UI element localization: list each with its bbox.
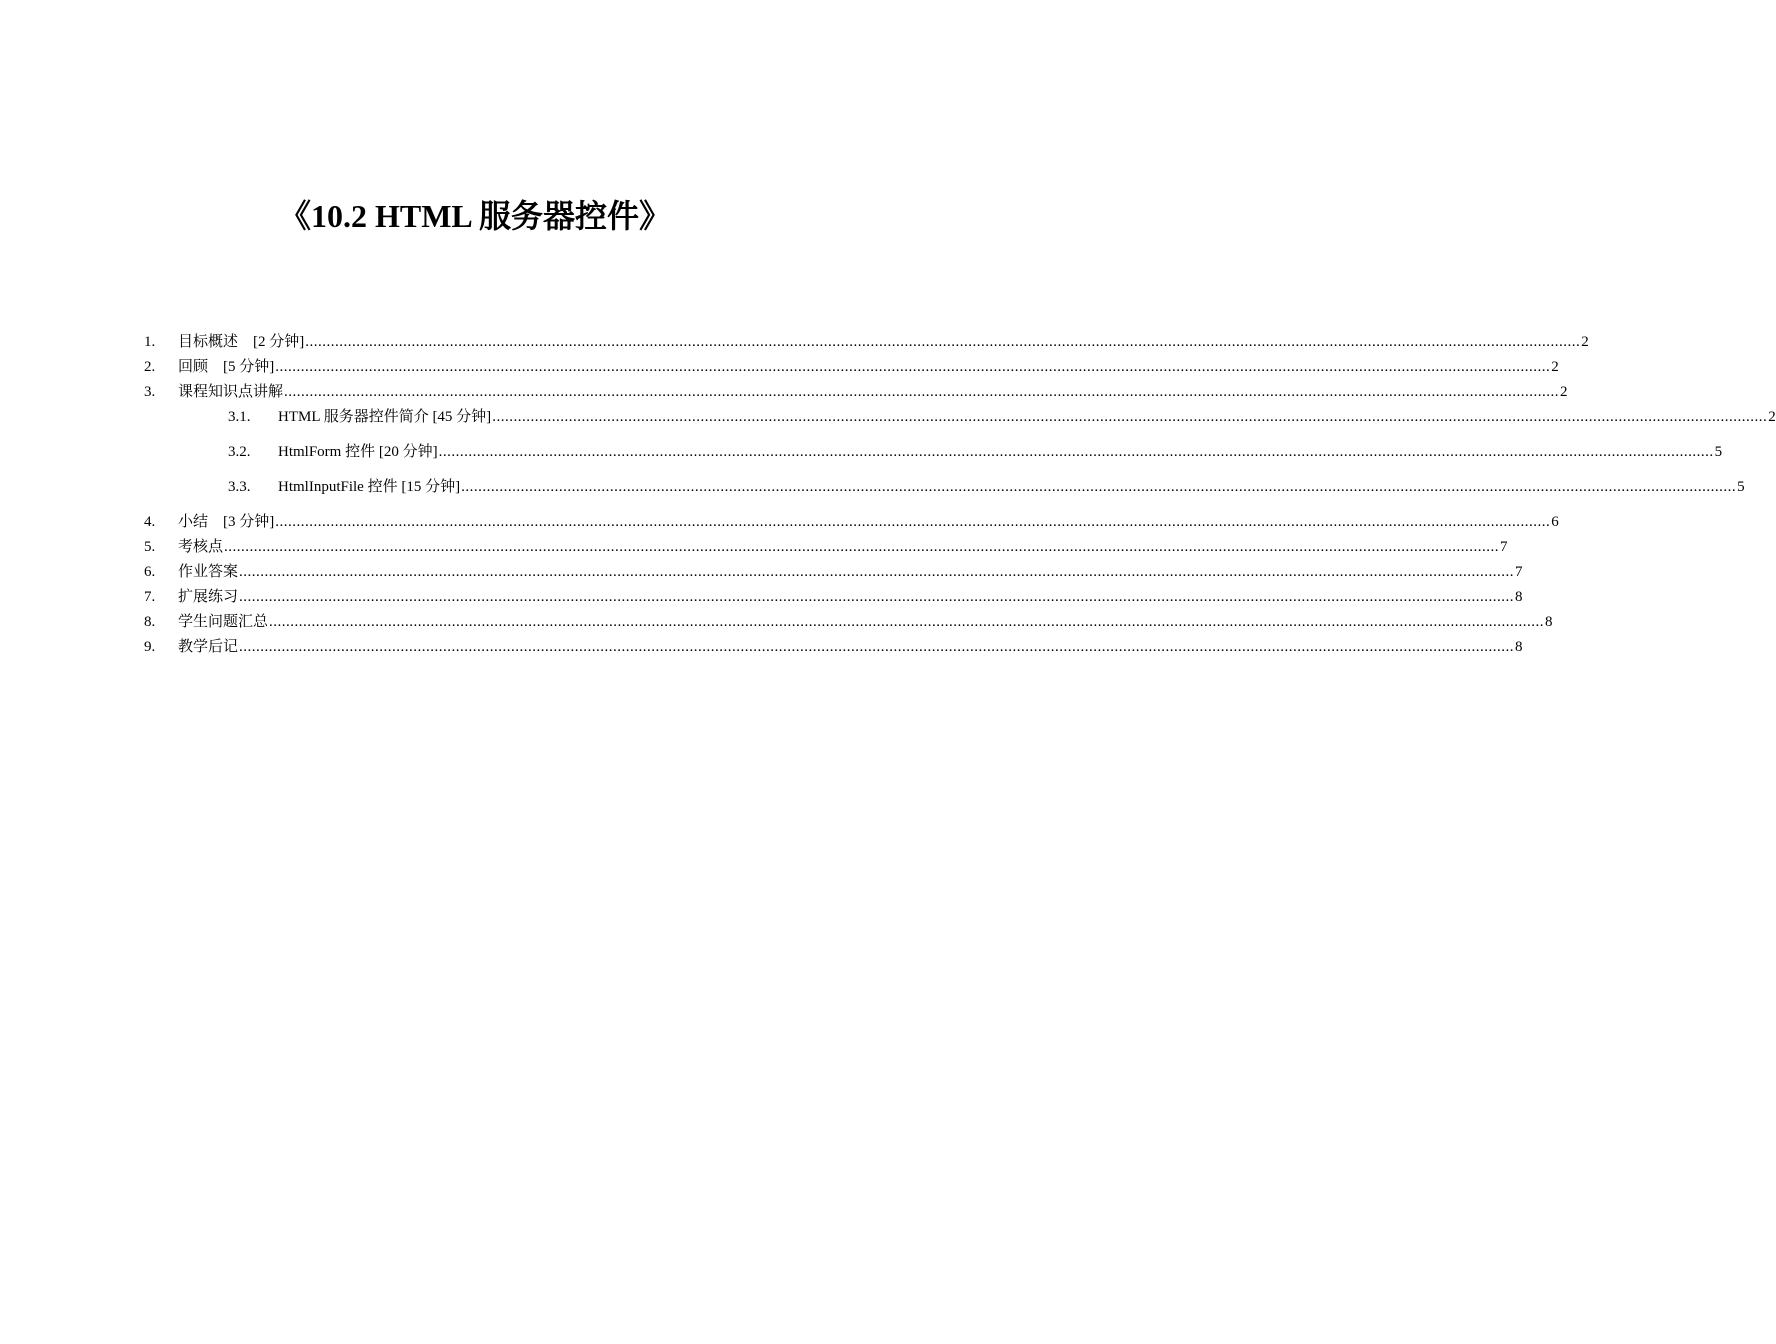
toc-entry[interactable] [144,637,1523,657]
toc-entry-text: HtmlForm 控件 [20 分钟] [278,444,438,460]
toc-entry[interactable] [144,612,1553,632]
toc-entry-text: 教学后记 [178,639,239,655]
toc-leader-dots: ............................................................................................................................................................................................................................................................................................................ [275,359,1551,375]
toc-entry[interactable] [144,332,1589,352]
toc-entry-number: 3.2. [228,444,251,460]
toc-entry[interactable] [144,382,1568,402]
toc-entry[interactable] [144,587,1523,607]
toc-entry-number: 2. [144,359,156,375]
toc-entry-page: 2 [1560,384,1568,400]
toc-entry-text: 课程知识点讲解 [178,384,284,400]
toc-leader-dots: ............................................................................................................................................................................................................................................................................................................ [492,409,1768,425]
toc-entry-page: 5 [1714,444,1723,460]
toc-entry-text: 目标概述 [2 分钟] [178,334,305,350]
toc-leader-dots: ............................................................................................................................................................................................................................................................................................................ [269,614,1545,630]
toc-entry[interactable] [144,512,1559,532]
toc-entry[interactable] [228,442,1723,462]
toc-entry[interactable] [228,477,1745,497]
toc-entry-number: 9. [144,639,156,655]
toc-leader-dots: ............................................................................................................................................................................................................................................................................................................ [275,514,1551,530]
toc-entry-page: 2 [1551,359,1559,375]
toc-entry-number: 7. [144,589,156,605]
toc-entry-page: 8 [1515,589,1523,605]
toc-entry-text: 回顾 [5 分钟] [178,359,275,375]
toc-entry-number: 3.3. [228,479,251,495]
toc-entry[interactable] [228,407,1776,427]
toc-leader-dots: ............................................................................................................................................................................................................................................................................................................ [239,564,1515,580]
toc-entry-text: HtmlInputFile 控件 [15 分钟] [278,479,461,495]
toc-leader-dots: ............................................................................................................................................................................................................................................................................................................ [224,539,1500,555]
toc-entry-page: 2 [1768,409,1776,425]
toc-entry-page: 8 [1515,639,1523,655]
toc-leader-dots: ............................................................................................................................................................................................................................................................................................................ [284,384,1560,400]
toc-entry-number: 3.1. [228,409,251,425]
toc-entry-number: 3. [144,384,156,400]
toc-entry-text: 考核点 [178,539,224,555]
toc-entry-page: 8 [1545,614,1553,630]
toc-entry-page: 2 [1581,334,1589,350]
toc-leader-dots: ............................................................................................................................................................................................................................................................................................................ [305,334,1581,350]
toc-entry[interactable] [144,562,1523,582]
toc-entry-page: 7 [1515,564,1523,580]
toc-entry-text: 小结 [3 分钟] [178,514,275,530]
toc-entry-number: 4. [144,514,156,530]
toc-leader-dots: ............................................................................................................................................................................................................................................................................................................ [438,444,1714,460]
toc-entry-text: HTML 服务器控件简介 [45 分钟] [278,409,492,425]
document-title: 《10.2 HTML 服务器控件》 [278,198,672,234]
toc-entry-number: 8. [144,614,156,630]
toc-entry-text: 学生问题汇总 [178,614,269,630]
toc-leader-dots: ............................................................................................................................................................................................................................................................................................................ [461,479,1737,495]
toc-entry-number: 6. [144,564,156,580]
toc-entry-number: 5. [144,539,156,555]
toc-leader-dots: ............................................................................................................................................................................................................................................................................................................ [239,589,1515,605]
toc-entry[interactable] [144,357,1559,377]
toc-entry-page: 7 [1500,539,1508,555]
toc-entry[interactable] [144,537,1508,557]
toc-entry-page: 6 [1551,514,1559,530]
toc-leader-dots: ............................................................................................................................................................................................................................................................................................................ [239,639,1515,655]
toc-entry-text: 作业答案 [178,564,239,580]
toc-entry-number: 1. [144,334,156,350]
toc-entry-page: 5 [1737,479,1745,495]
toc-entry-text: 扩展练习 [178,589,239,605]
